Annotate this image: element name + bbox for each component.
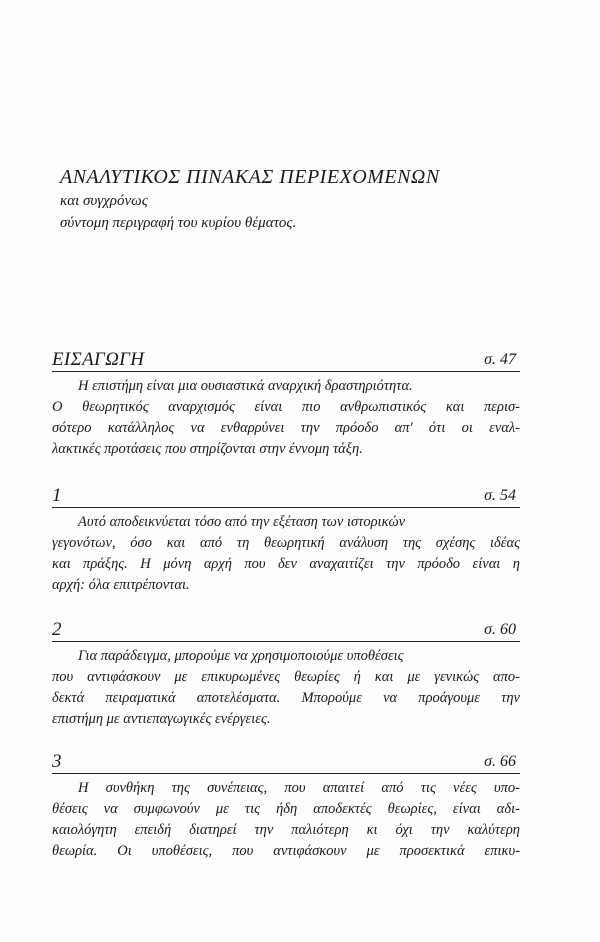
summary-line: που αντιφάσκουν με επικυρωμένες θεωρίες ή και με γενικώς απο-	[52, 669, 520, 685]
summary-line: Αυτό αποδεικνύεται τόσο από την εξέταση των ιστορικών	[78, 514, 406, 530]
section-heading	[52, 486, 520, 508]
contents-section-2	[52, 620, 520, 730]
contents-title-block	[60, 164, 520, 234]
section-heading	[52, 350, 520, 372]
summary-line: καιολόγητη επειδή διατηρεί την παλιότερη κι όχι την καλύτερη	[52, 822, 520, 838]
contents-section-introduction	[52, 350, 520, 460]
summary-line: και πράξης. Η μόνη αρχή που δεν αναχαιτίζει την πρόοδο είναι η	[52, 556, 520, 572]
contents-section-1	[52, 486, 520, 596]
summary-line: Για παράδειγμα, μπορούμε να χρησιμοποιούμε υποθέσεις	[78, 648, 404, 664]
summary-line: θεωρία. Οι υποθέσεις, που αντιφάσκουν με προσεκτικά επικυ-	[52, 843, 520, 859]
contents-subtitle-line-1: και συγχρόνως	[60, 193, 148, 209]
section-name: 1	[52, 485, 62, 506]
summary-line: αρχή: όλα επιτρέπονται.	[52, 577, 190, 593]
summary-line: Η συνθήκη της συνέπειας, που απαιτεί από τις νέες υπο-	[78, 780, 520, 796]
contents-section-3	[52, 752, 520, 862]
summary-line: Η επιστήμη είναι μια ουσιαστικά αναρχική δραστηριότητα.	[78, 378, 413, 394]
summary-line: λακτικές προτάσεις που στηρίζονται στην έννομη τάξη.	[52, 441, 363, 457]
section-name: 2	[52, 619, 62, 640]
section-name: ΕΙΣΑΓΩΓΗ	[52, 349, 145, 370]
section-page-ref: σ. 60	[484, 621, 516, 638]
summary-line: δεκτά πειραματικά αποτελέσματα. Μπορούμε να προάγουμε την	[52, 690, 520, 706]
summary-line: γεγονότων, όσο και από τη θεωρητική ανάλυση της σχέσης ιδέας	[52, 535, 520, 551]
contents-title: ΑΝΑΛΥΤΙΚΟΣ ΠΙΝΑΚΑΣ ΠΕΡΙΕΧΟΜΕΝΩΝ	[60, 166, 440, 188]
section-summary	[52, 778, 520, 862]
section-summary	[52, 376, 520, 460]
section-page-ref: σ. 47	[484, 351, 516, 368]
section-page-ref: σ. 66	[484, 753, 516, 770]
summary-line: θέσεις να συμφωνούν με τις ήδη αποδεκτές θεωρίες, είναι αδι-	[52, 801, 520, 817]
section-heading	[52, 752, 520, 774]
summary-line: επιστήμη με αντιεπαγωγικές ενέργειες.	[52, 711, 271, 727]
section-summary	[52, 646, 520, 730]
section-heading	[52, 620, 520, 642]
section-page-ref: σ. 54	[484, 487, 516, 504]
summary-line: σότερο κατάλληλος να ενθαρρύνει την πρόοδο απ' ότι οι εναλ-	[52, 420, 520, 436]
section-summary	[52, 512, 520, 596]
summary-line: Ο θεωρητικός αναρχισμός είναι πιο ανθρωπιστικός και περισ-	[52, 399, 520, 415]
section-name: 3	[52, 751, 62, 772]
contents-subtitle-line-2: σύντομη περιγραφή του κυρίου θέματος.	[60, 215, 297, 231]
